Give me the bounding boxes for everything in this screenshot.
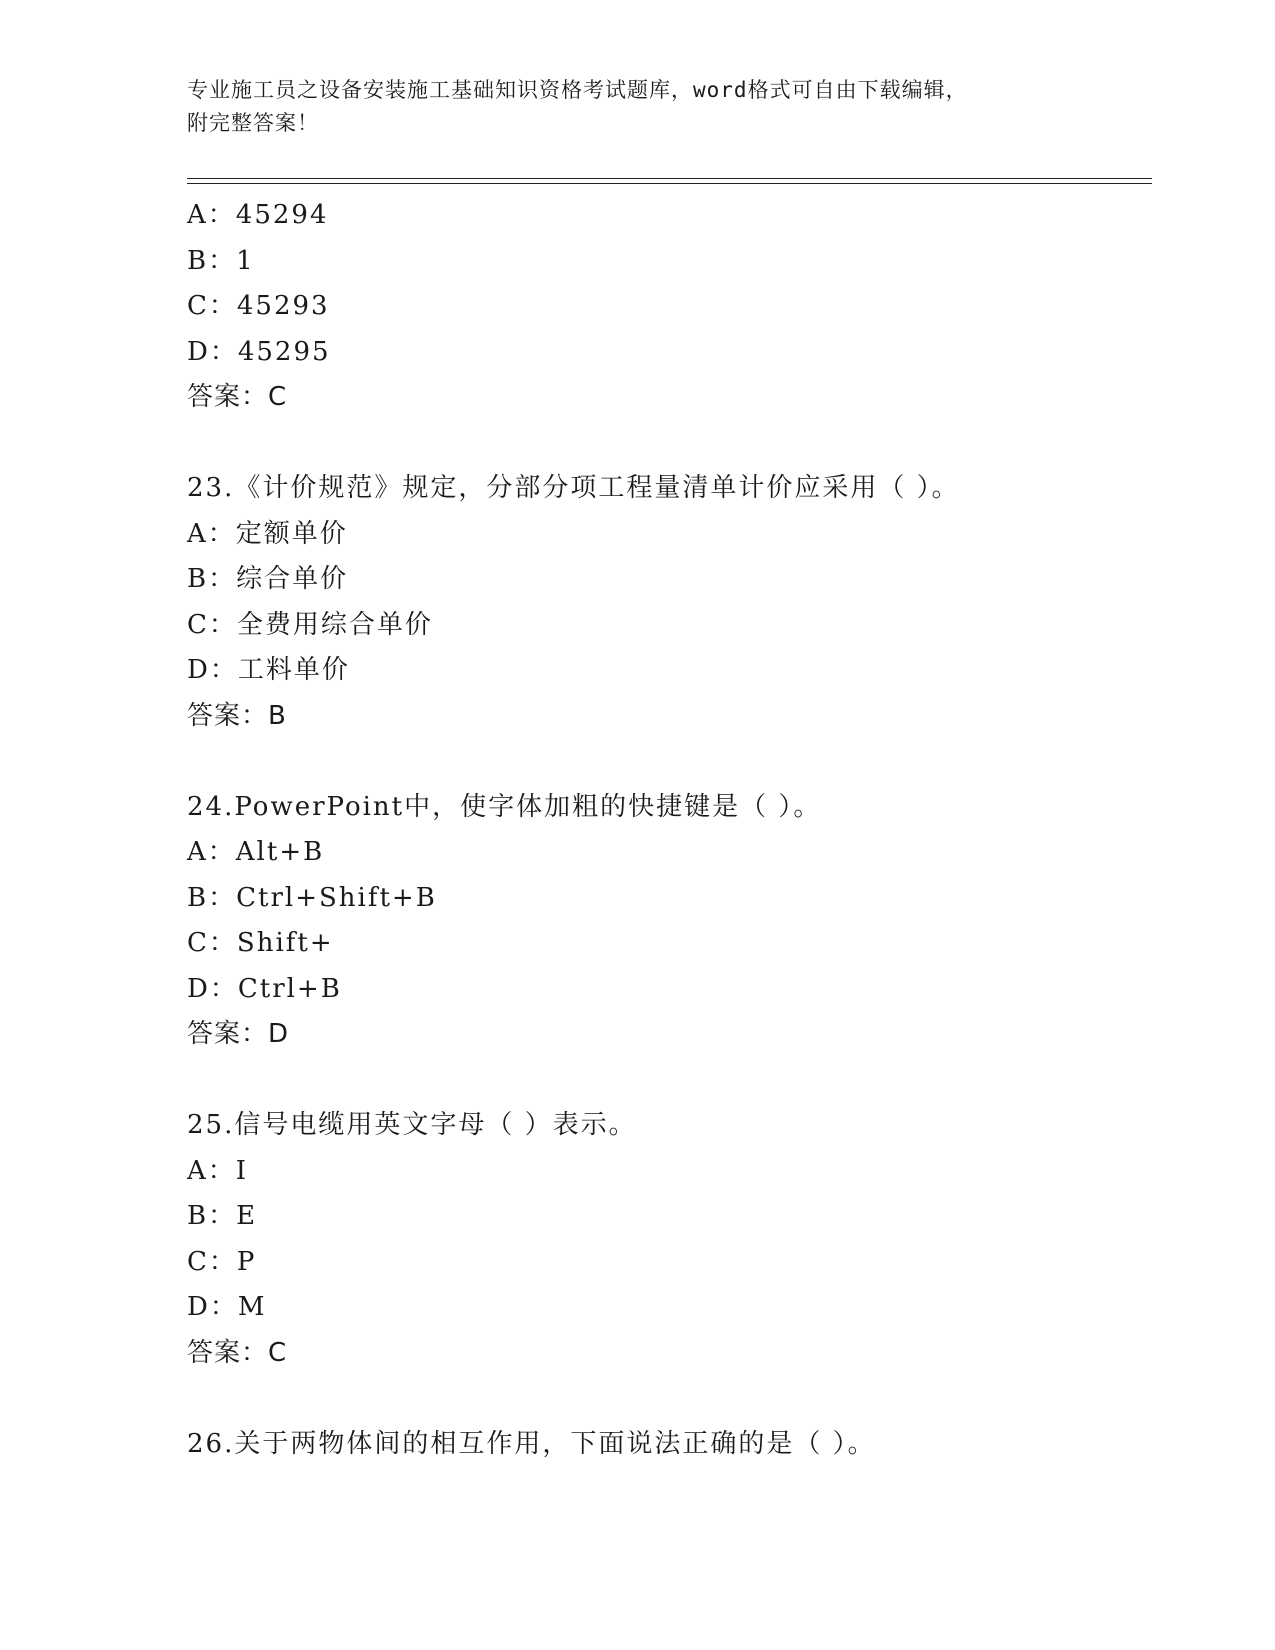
option-c: C：P (187, 1246, 257, 1277)
option-d: D：M (187, 1292, 267, 1322)
option-d: D：工料单价 (187, 655, 350, 685)
question-text: 25.信号电缆用英文字母（ ）表示。 (187, 1110, 637, 1140)
question-text: 26.关于两物体间的相互作用，下面说法正确的是（ ）。 (187, 1428, 876, 1459)
header-rule-top (187, 178, 1152, 179)
question-text: 23.《计价规范》规定，分部分项工程量清单计价应采用（ ）。 (187, 473, 960, 503)
document-header (187, 74, 1087, 140)
option-b: B：Ctrl+Shift+B (187, 882, 437, 913)
question-block (187, 193, 1147, 421)
answer-line: 答案：D (187, 1019, 290, 1049)
option-c: C：全费用综合单价 (187, 609, 433, 640)
answer-line: 答案：C (187, 1337, 288, 1368)
option-a: A：定额单价 (187, 518, 348, 549)
option-c: C：Shift+ (187, 928, 334, 958)
header-rule-bottom (187, 183, 1152, 184)
question-block (187, 1422, 1147, 1468)
option-a: A：I (187, 1155, 249, 1186)
question-list (187, 193, 1147, 1467)
option-b: B：1 (187, 245, 255, 276)
option-d: D：45295 (187, 336, 331, 367)
option-b: B：综合单价 (187, 564, 349, 594)
option-c: C：45293 (187, 291, 330, 321)
option-a: A：Alt+B (187, 837, 325, 867)
option-d: D：Ctrl+B (187, 973, 342, 1004)
answer-line: 答案：C (187, 382, 288, 412)
question-block (187, 785, 1147, 1058)
question-text: 24.PowerPoint中，使字体加粗的快捷键是（ ）。 (187, 791, 822, 822)
answer-line: 答案：B (187, 700, 287, 731)
question-block (187, 466, 1147, 739)
option-a: A：45294 (187, 200, 329, 230)
question-block (187, 1103, 1147, 1376)
header-line-1: 专业施工员之设备安装施工基础知识资格考试题库，word格式可自由下载编辑， (187, 78, 968, 102)
header-line-2: 附完整答案！ (187, 111, 319, 135)
option-b: B：E (187, 1201, 258, 1231)
